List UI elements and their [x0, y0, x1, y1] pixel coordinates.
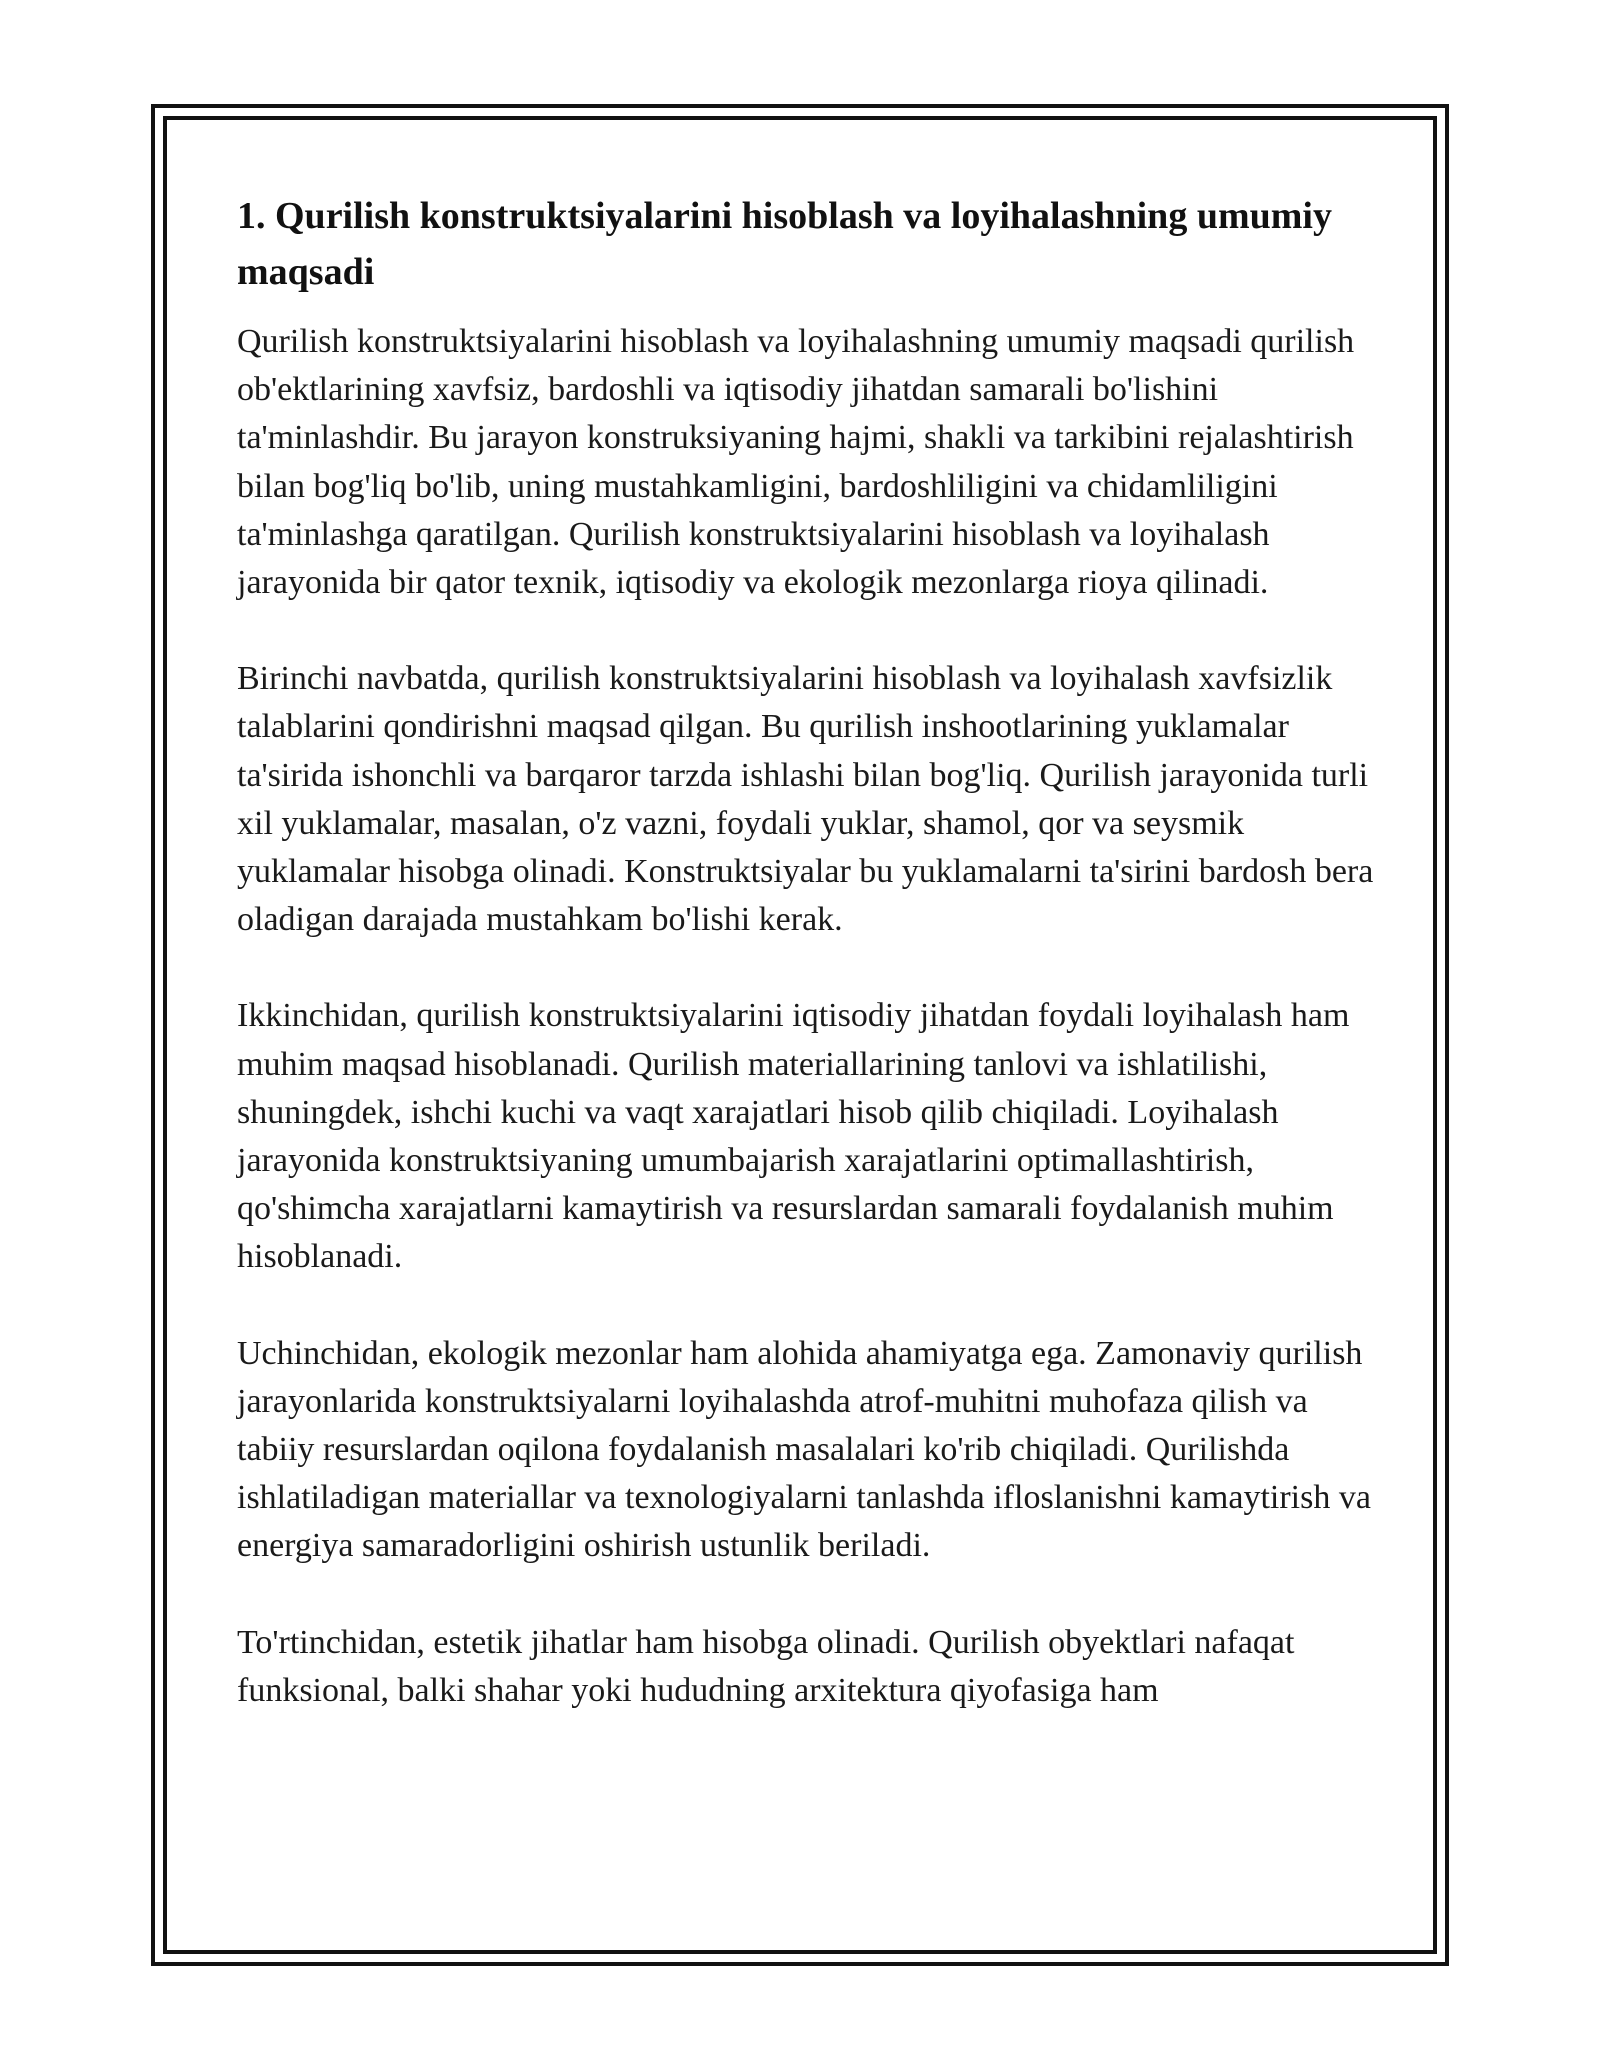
paragraph-second: Ikkinchidan, qurilish konstruktsiyalarini iqtisodiy jihatdan foydali loyihalash ham muhim maqsad hisoblanadi. Qurilish materiallarining tanlovi va ishlatilishi, shuningdek, ishchi kuchi va vaqt xarajatlari hisob qilib chiqiladi. Loyihalash jarayonida konstruktsiyaning umumbajarish xarajatlarini optimallashtirish, qo'shimcha xarajatlarni kamaytirish va resurslardan samarali foydalanish muhim hisoblanadi. — [237, 997, 1350, 1276]
paragraph-intro: Qurilish konstruktsiyalarini hisoblash va loyihalashning umumiy maqsadi qurilish ob'ektlarining xavfsiz, bardoshli va iqtisodiy jihatdan samarali bo'lishini ta'minlashdir. Bu jarayon konstruksiyaning hajmi, shakli va tarkibini rejalashtirish bilan bog'liq bo'lib, uning mustahkamligini, bardoshliligini va chidamliligini ta'minlashga qaratilgan. Qurilish konstruktsiyalarini hisoblash va loyihalash jarayonida bir qator texnik, iqtisodiy va ekologik mezonlarga rioya qilinadi. — [237, 323, 1355, 602]
section-heading: 1. Qurilish konstruktsiyalarini hisoblash va loyihalashning umumiy maqsadi — [237, 195, 1332, 293]
document-body — [237, 188, 1377, 1763]
paragraph-third: Uchinchidan, ekologik mezonlar ham alohida ahamiyatga ega. Zamonaviy qurilish jarayonlarida konstruktsiyalarni loyihalashda atrof-muhitni muhofaza qilish va tabiiy resurslardan oqilona foydalanish masalalari ko'rib chiqiladi. Qurilishda ishlatiladigan materiallar va texnologiyalarni tanlashda ifloslanishni kamaytirish va energiya samaradorligini oshirish ustunlik beriladi. — [237, 1334, 1371, 1565]
paragraph-fourth: To'rtinchidan, estetik jihatlar ham hisobga olinadi. Qurilish obyektlari nafaqat funksional, balki shahar yoki hududning arxitektura qiyofasiga ham — [237, 1623, 1295, 1709]
paragraph-first: Birinchi navbatda, qurilish konstruktsiyalarini hisoblash va loyihalash xavfsizlik talablarini qondirishni maqsad qilgan. Bu qurilish inshootlarining yuklamalar ta'sirida ishonchli va barqaror tarzda ishlashi bilan bog'liq. Qurilish jarayonida turli xil yuklamalar, masalan, o'z vazni, foydali yuklar, shamol, qor va seysmik yuklamalar hisobga olinadi. Konstruktsiyalar bu yuklamalarni ta'sirini bardosh bera oladigan darajada mustahkam bo'lishi kerak. — [237, 660, 1374, 939]
